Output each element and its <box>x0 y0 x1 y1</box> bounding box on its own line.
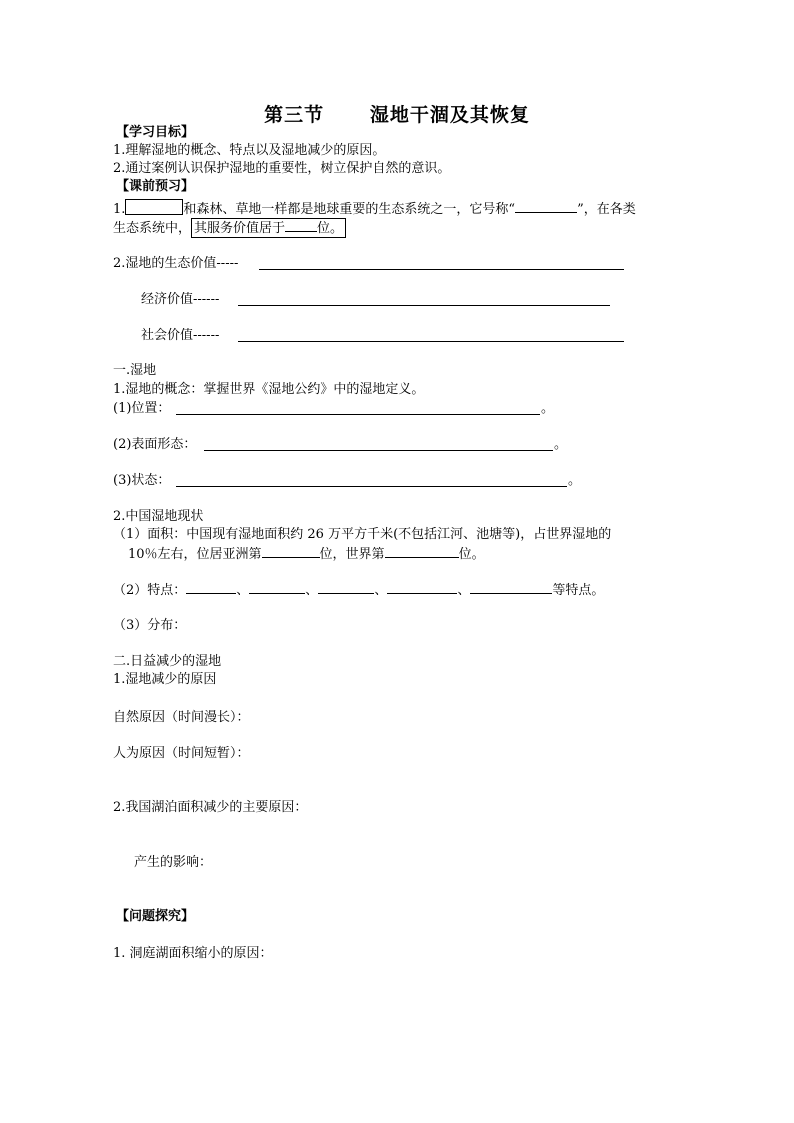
impact-label: 产生的影响： <box>134 855 213 870</box>
goal-item-2: 2.通过案例认识保护湿地的重要性，树立保护自然的意识。 <box>113 161 451 176</box>
position-period: 。 <box>541 401 555 416</box>
q1-line2-text: 生态系统中， <box>113 221 192 236</box>
economic-value-line[interactable] <box>238 305 610 306</box>
state-period: 。 <box>568 473 582 488</box>
human-causes: 人为原因（时间短暂）： <box>113 746 250 761</box>
page-title: 第三节 湿地干涸及其恢复 <box>264 104 530 126</box>
ecological-value-line[interactable] <box>259 269 624 270</box>
distribution-label: （3）分布： <box>113 618 187 633</box>
state-line[interactable] <box>176 486 567 487</box>
goals-heading: 【学习目标】 <box>116 125 195 140</box>
wetland-concept: 1.湿地的概念：掌握世界《湿地公约》中的湿地定义。 <box>113 382 425 397</box>
preview-q1-line1 <box>113 199 636 218</box>
section1-heading: 一.湿地 <box>113 363 157 378</box>
explore-q1: 1. 洞庭湖面积缩小的原因： <box>113 946 273 961</box>
explore-heading: 【问题探究】 <box>116 909 195 924</box>
separator: 、 <box>457 583 471 598</box>
q1-text-b: ”，在各类 <box>577 202 636 217</box>
area-text-b: 位，世界第 <box>319 547 385 562</box>
feature-blank-5[interactable] <box>470 581 552 594</box>
service-value-box <box>191 218 346 238</box>
features-label: （2）特点： <box>113 583 187 598</box>
answer-box[interactable] <box>125 199 183 215</box>
preview-heading: 【课前预习】 <box>116 179 195 194</box>
feature-blank-1[interactable] <box>186 581 236 594</box>
position-label: (1)位置： <box>113 401 171 416</box>
area-text-a: 10％左右，位居亚洲第 <box>128 547 262 562</box>
natural-causes: 自然原因（时间漫长）： <box>113 710 250 725</box>
features-line <box>113 581 604 599</box>
separator: 、 <box>305 583 319 598</box>
area-text-c: 位。 <box>458 547 485 562</box>
ecological-value-label: 2.湿地的生态价值----- <box>113 256 239 271</box>
area-line-2 <box>128 545 485 563</box>
nickname-blank[interactable] <box>515 200 577 213</box>
social-value-label: 社会价值------ <box>141 328 220 343</box>
goal-item-1: 1.理解湿地的概念、特点以及湿地减少的原因。 <box>113 143 386 158</box>
surface-label: (2)表面形态： <box>113 437 197 452</box>
asia-rank-blank[interactable] <box>262 545 320 558</box>
q1-number: 1. <box>113 202 126 217</box>
separator: 、 <box>236 583 250 598</box>
surface-period: 。 <box>554 437 568 452</box>
world-rank-blank[interactable] <box>385 545 459 558</box>
features-end: 等特点。 <box>552 583 605 598</box>
state-label: (3)状态： <box>113 473 171 488</box>
feature-blank-3[interactable] <box>318 581 374 594</box>
q1-text-a: 和森林、草地一样都是地球重要的生态系统之一，它号称“ <box>183 202 516 217</box>
section2-heading: 二.日益减少的湿地 <box>113 654 222 669</box>
feature-blank-2[interactable] <box>249 581 305 594</box>
feature-blank-4[interactable] <box>387 581 457 594</box>
separator: 、 <box>374 583 388 598</box>
preview-q1-line2 <box>113 218 346 238</box>
area-line-1: （1）面积：中国现有湿地面积约 26 万平方千米(不包括江河、池塘等)，占世界湿地的 <box>113 527 612 542</box>
position-line[interactable] <box>176 414 540 415</box>
economic-value-label: 经济价值------ <box>141 292 220 307</box>
boxed-text-a: 其服务价值居于 <box>194 221 286 236</box>
surface-line[interactable] <box>204 450 553 451</box>
social-value-line[interactable] <box>238 341 624 342</box>
causes-heading: 1.湿地减少的原因 <box>113 672 217 687</box>
china-status-heading: 2.中国湿地现状 <box>113 509 204 524</box>
boxed-text-b: 位。 <box>317 221 344 236</box>
lake-shrink-causes: 2.我国湖泊面积减少的主要原因： <box>113 800 308 815</box>
rank-blank[interactable] <box>285 219 317 232</box>
